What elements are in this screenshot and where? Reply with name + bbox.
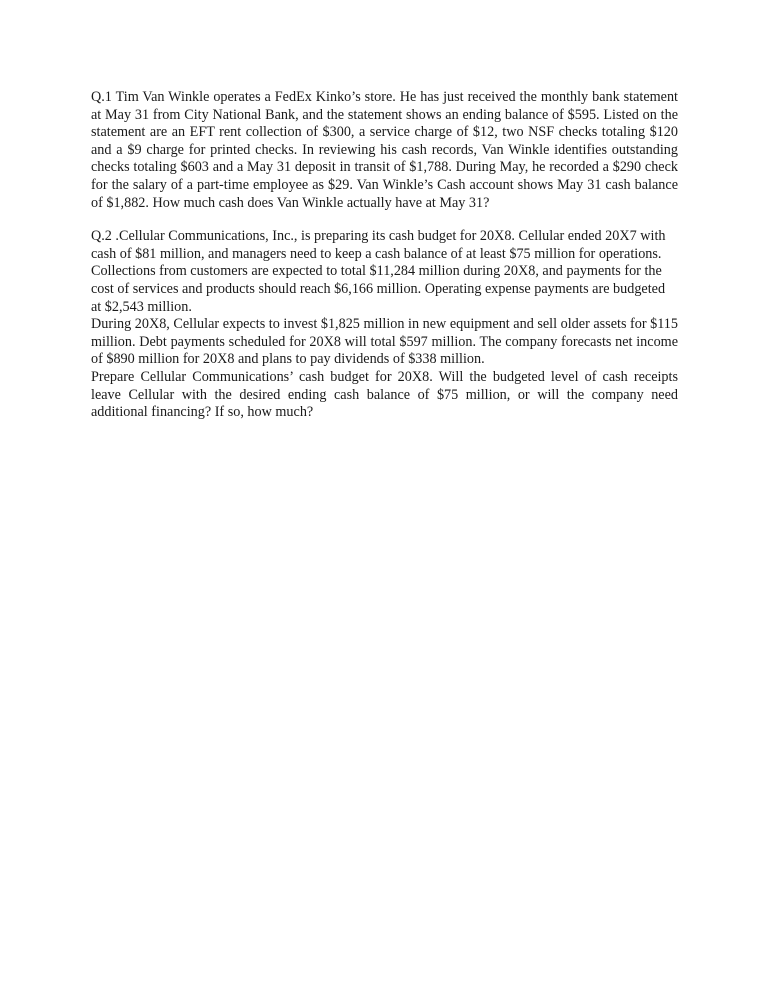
document-body: [91, 89, 678, 422]
question-2-task-paragraph: Prepare Cellular Communications’ cash budget for 20X8. Will the budgeted level of cash receipts leave Cellular with the desired ending cash balance of $75 million, or will the company need additional financing? If so, how much?: [91, 368, 678, 421]
question-1-paragraph: Q.1 Tim Van Winkle operates a FedEx Kinko’s store. He has just received the monthly bank statement at May 31 from City National Bank, and the statement shows an ending balance of $595. Listed on the statement are an EFT rent collection of $300, a service charge of $12, two NSF checks totaling $120 and a $9 charge for printed checks. In reviewing his cash records, Van Winkle identifies outstanding checks totaling $603 and a May 31 deposit in transit of $1,788. During May, he recorded a $290 check for the salary of a part-time employee as $29. Van Winkle’s Cash account shows May 31 cash balance of $1,882. How much cash does Van Winkle actually have at May 31?: [91, 89, 678, 211]
question-2-details-paragraph: During 20X8, Cellular expects to invest $1,825 million in new equipment and sell older assets for $115 million. Debt payments scheduled for 20X8 will total $597 million. The company forecasts net income of $890 million for 20X8 and plans to pay dividends of $338 million.: [91, 316, 678, 368]
paragraph-spacer: [91, 212, 678, 228]
question-2-intro-paragraph: Q.2 .Cellular Communications, Inc., is preparing its cash budget for 20X8. Cellular ended 20X7 with cash of $81 million, and managers need to keep a cash balance of at least $75 million for operations. Collections from customers are expected to total $11,284 million during 20X8, and payments for the cost of services and products should reach $6,166 million. Operating expense payments are budgeted at $2,543 million.: [91, 228, 666, 315]
